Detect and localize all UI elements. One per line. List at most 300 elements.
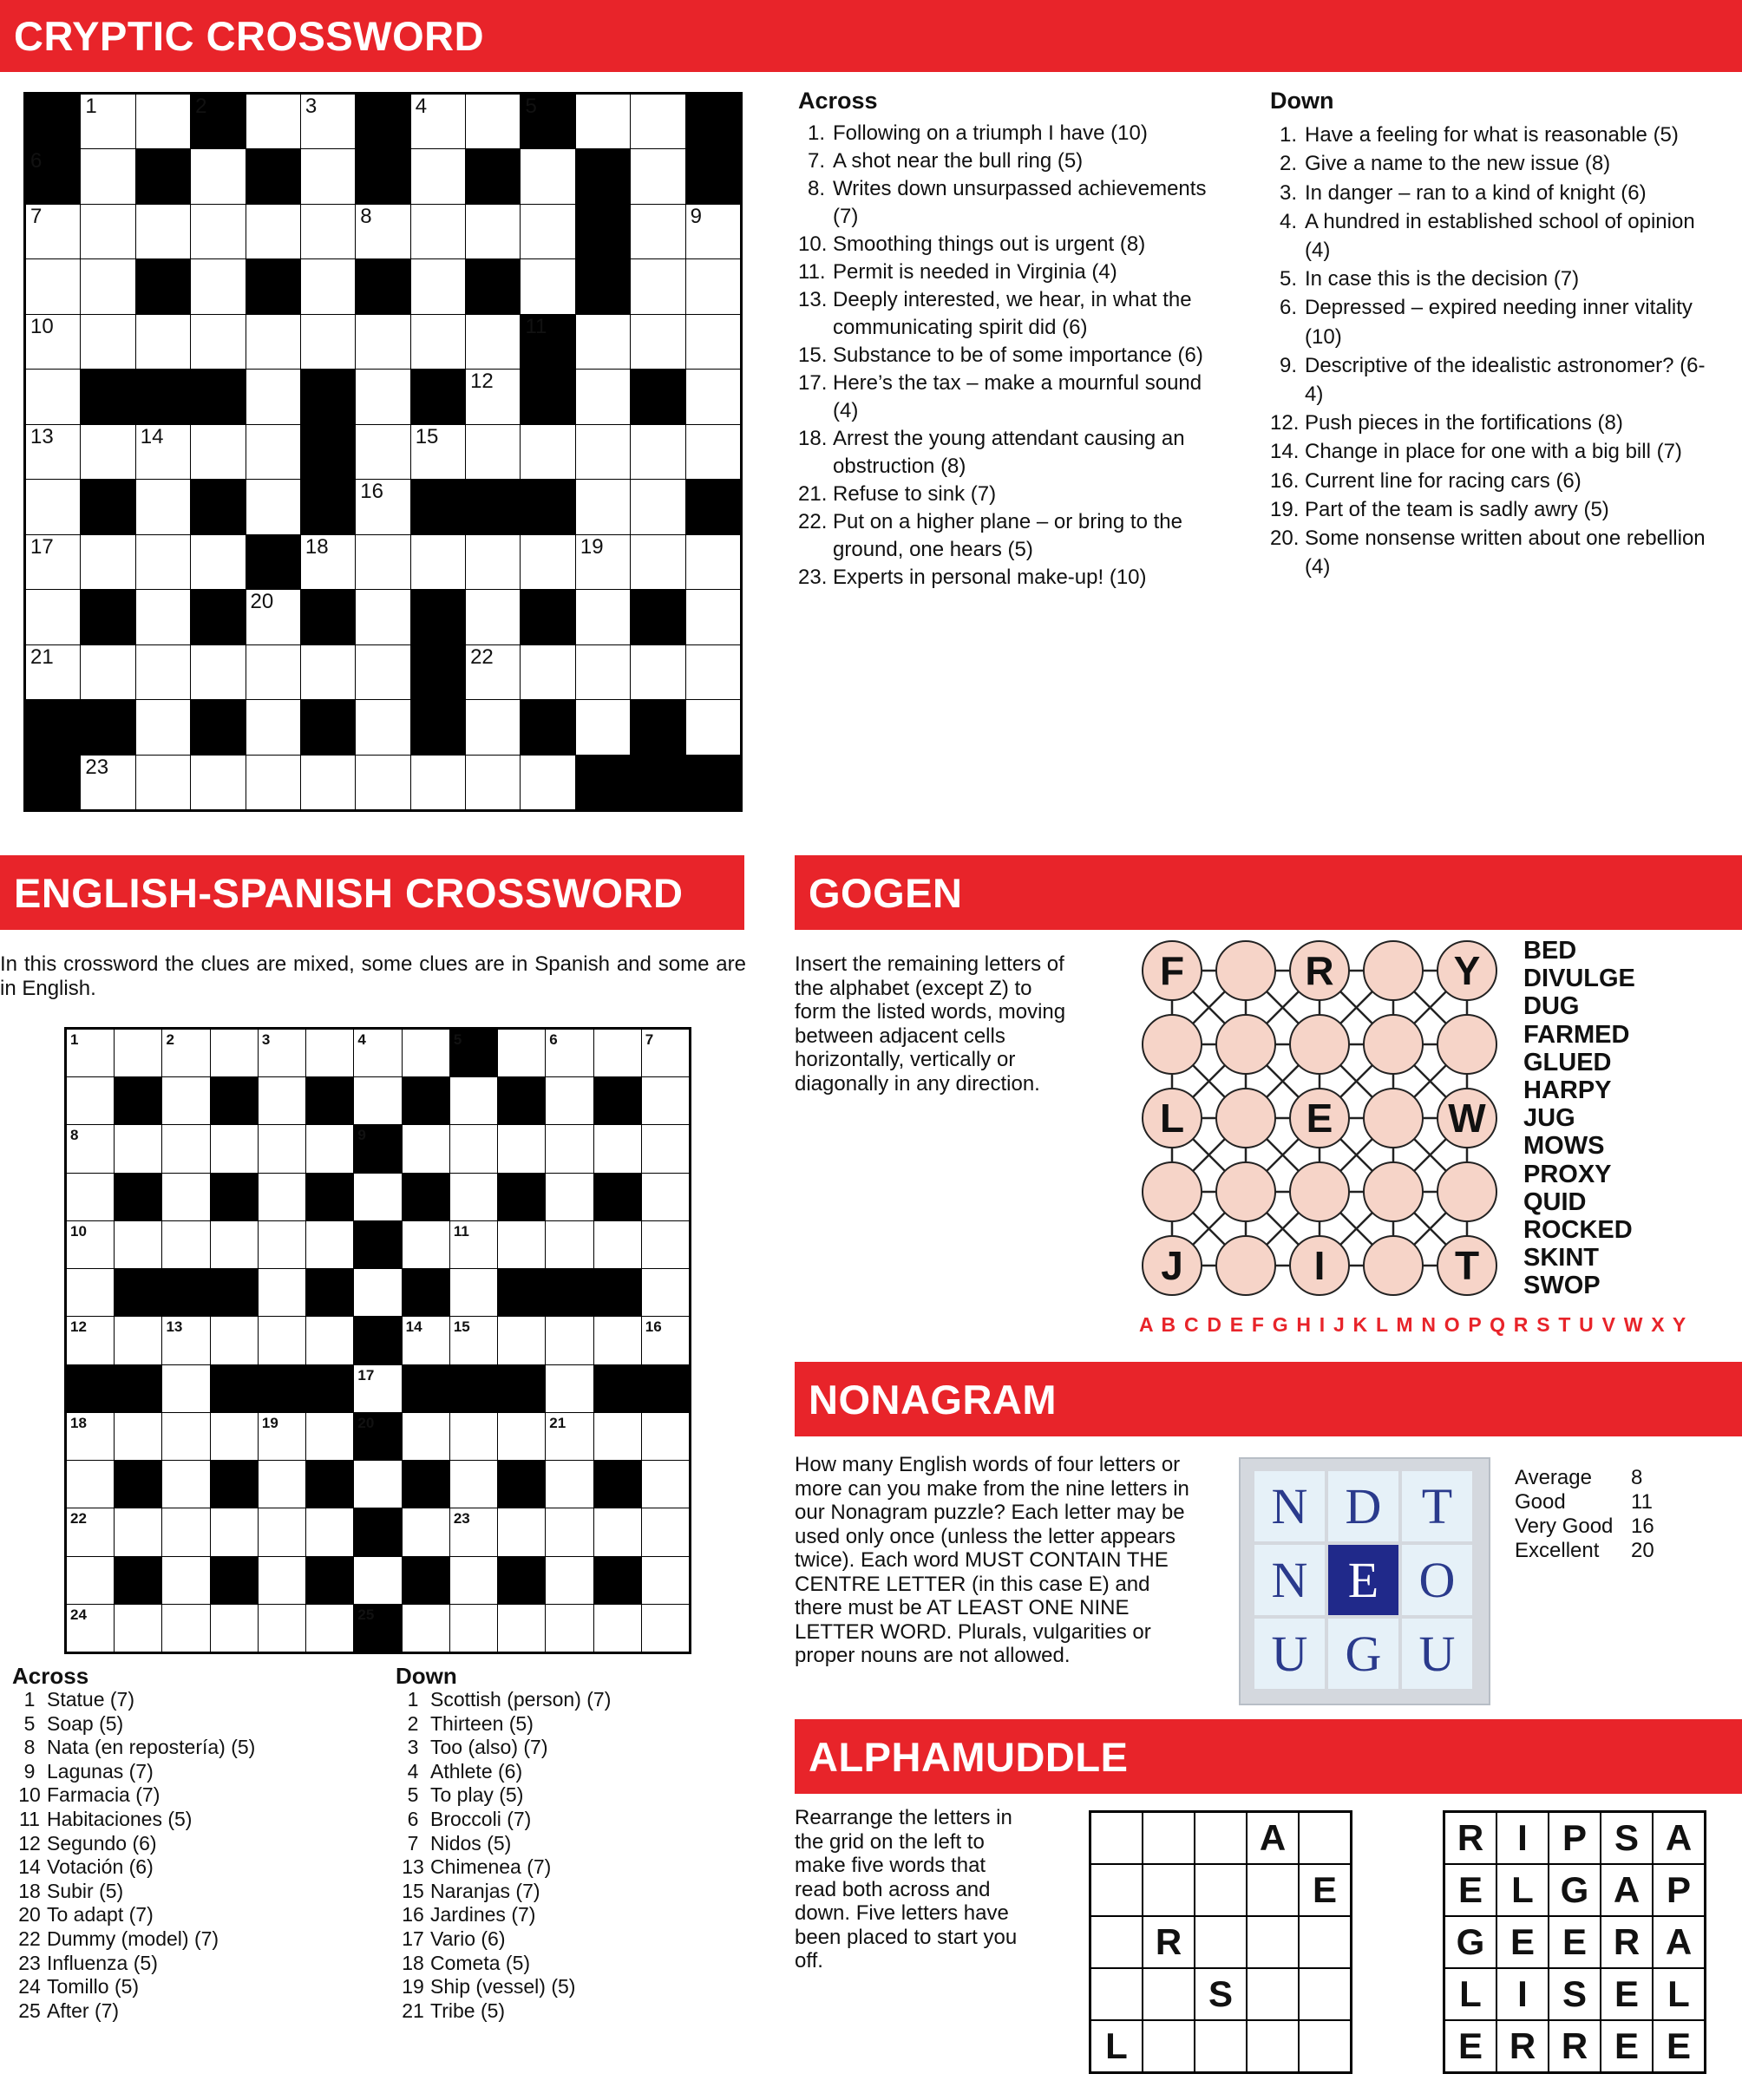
clue-text: Deeply interested, we hear, in what the communicating spirit did (6) [833,288,1192,339]
cryptic-cell[interactable] [246,95,300,148]
spanish-cell[interactable] [450,1174,497,1220]
cryptic-cell[interactable] [411,149,465,203]
alphamuddle-answer-cell[interactable] [1299,1916,1351,1968]
spanish-cell[interactable] [546,1605,593,1652]
cryptic-cell[interactable] [301,205,355,258]
spanish-cell[interactable] [354,1557,401,1604]
spanish-cell[interactable] [354,1461,401,1508]
cryptic-cell[interactable] [136,480,190,533]
spanish-cell[interactable] [498,1317,545,1364]
spanish-cell[interactable] [211,1030,258,1076]
cryptic-cell[interactable] [81,205,134,258]
spanish-cell[interactable] [115,1221,161,1268]
cryptic-cell[interactable] [81,645,134,699]
cryptic-cell[interactable] [466,756,520,809]
alphamuddle-answer-cell[interactable] [1090,1864,1143,1916]
spanish-cell[interactable] [211,1125,258,1172]
alphamuddle-answer-cell[interactable] [1247,1916,1299,1968]
spanish-cell[interactable] [450,1221,497,1268]
spanish-cell[interactable] [594,1413,641,1460]
gogen-empty-cell[interactable] [1437,1161,1497,1222]
clue-text: Broccoli (7) [430,1807,532,1830]
cryptic-cell[interactable] [356,315,409,369]
spanish-cell[interactable] [354,1365,401,1412]
spanish-cell[interactable] [642,1508,689,1555]
gogen-empty-cell[interactable] [1215,940,1276,1001]
alphamuddle-answer-cell[interactable]: R [1143,1916,1195,1968]
spanish-cell[interactable] [211,1605,258,1652]
cryptic-cell[interactable] [411,756,465,809]
cryptic-cell[interactable] [576,315,630,369]
spanish-cell[interactable] [162,1174,209,1220]
spanish-cell[interactable] [642,1221,689,1268]
cryptic-cell[interactable] [191,535,245,589]
alphamuddle-answer-cell[interactable] [1090,1916,1143,1968]
spanish-cell[interactable] [162,1605,209,1652]
gogen-empty-cell[interactable] [1215,1235,1276,1296]
spanish-cell[interactable] [546,1461,593,1508]
cryptic-cell[interactable] [246,590,300,644]
cryptic-cell[interactable] [466,315,520,369]
cryptic-cell[interactable] [301,756,355,809]
spanish-cell[interactable] [259,1413,305,1460]
spanish-cell[interactable] [450,1508,497,1555]
spanish-cell[interactable] [546,1077,593,1124]
spanish-cell[interactable] [115,1125,161,1172]
alphamuddle-answer-cell[interactable] [1247,2020,1299,2072]
alphamuddle-answer-cell[interactable]: S [1195,1968,1247,2020]
alphamuddle-answer-cell[interactable]: E [1299,1864,1351,1916]
cryptic-cell[interactable] [466,700,520,754]
spanish-cell[interactable] [162,1317,209,1364]
cryptic-cell[interactable] [686,205,740,258]
spanish-cell[interactable] [642,1557,689,1604]
spanish-cell[interactable] [67,1557,114,1604]
spanish-cell[interactable] [498,1605,545,1652]
cryptic-cell[interactable] [631,425,684,479]
spanish-cell[interactable] [642,1269,689,1316]
spanish-cell[interactable] [450,1557,497,1604]
cryptic-cell[interactable] [301,645,355,699]
spanish-cell[interactable] [67,1221,114,1268]
cryptic-cell[interactable] [576,645,630,699]
cryptic-cell[interactable] [81,535,134,589]
spanish-cell[interactable] [115,1508,161,1555]
gogen-empty-cell[interactable] [1142,1014,1202,1075]
spanish-cell[interactable] [498,1221,545,1268]
cryptic-cell[interactable] [246,205,300,258]
cryptic-cell[interactable] [576,700,630,754]
alphamuddle-answer-cell[interactable] [1195,1864,1247,1916]
cryptic-cell[interactable] [411,535,465,589]
spanish-cell[interactable] [642,1317,689,1364]
cryptic-cell[interactable] [356,645,409,699]
spanish-cell[interactable] [162,1461,209,1508]
cryptic-cell[interactable] [136,535,190,589]
alphamuddle-letter-cell: I [1496,1812,1549,1864]
spanish-cell[interactable] [642,1461,689,1508]
spanish-cell[interactable] [546,1125,593,1172]
cryptic-cell[interactable] [521,756,574,809]
cryptic-cell[interactable] [191,259,245,313]
spanish-cell[interactable] [162,1557,209,1604]
alphamuddle-answer-cell[interactable] [1195,1812,1247,1864]
spanish-cell[interactable] [546,1508,593,1555]
spanish-cell[interactable] [115,1605,161,1652]
spanish-cell[interactable] [259,1221,305,1268]
spanish-cell[interactable] [403,1221,449,1268]
spanish-cell[interactable] [642,1077,689,1124]
cryptic-cell[interactable] [81,95,134,148]
spanish-clue-number: 12 [70,1318,87,1336]
gogen-empty-cell[interactable] [1215,1161,1276,1222]
cryptic-cell[interactable] [576,535,630,589]
cryptic-cell[interactable] [631,535,684,589]
spanish-cell[interactable] [259,1269,305,1316]
alphamuddle-answer-cell[interactable] [1299,1968,1351,2020]
cryptic-cell[interactable] [356,700,409,754]
cryptic-cell[interactable] [576,480,630,533]
cryptic-cell[interactable] [81,149,134,203]
alphamuddle-answer-cell[interactable]: L [1090,2020,1143,2072]
spanish-cell[interactable] [115,1413,161,1460]
cryptic-cell[interactable] [686,259,740,313]
spanish-cell[interactable] [546,1557,593,1604]
cryptic-cell[interactable] [466,370,520,423]
gogen-word: HARPY [1523,1076,1612,1105]
spanish-cell[interactable] [642,1125,689,1172]
cryptic-cell[interactable] [191,756,245,809]
cryptic-cell[interactable] [136,700,190,754]
cryptic-cell[interactable] [26,425,80,479]
cryptic-cell[interactable] [411,425,465,479]
cryptic-cell[interactable] [631,480,684,533]
spanish-cell[interactable] [67,1317,114,1364]
clue-text: Current line for racing cars (6) [1305,468,1582,493]
spanish-cell[interactable] [162,1508,209,1555]
cryptic-cell[interactable] [191,205,245,258]
alphamuddle-answer-cell[interactable] [1195,2020,1247,2072]
alphamuddle-answer-cell[interactable] [1143,1864,1195,1916]
spanish-cell[interactable] [450,1269,497,1316]
spanish-cell[interactable] [403,1317,449,1364]
spanish-cell[interactable] [162,1125,209,1172]
spanish-cell[interactable] [354,1077,401,1124]
spanish-cell[interactable] [594,1125,641,1172]
spanish-cell[interactable] [259,1317,305,1364]
cryptic-cell[interactable] [301,95,355,148]
spanish-cell[interactable] [67,1605,114,1652]
spanish-cell[interactable] [498,1125,545,1172]
cryptic-cell[interactable] [26,315,80,369]
alphamuddle-letter-cell: R [1549,2020,1601,2072]
spanish-cell[interactable] [450,1077,497,1124]
spanish-across-clue [12,1952,377,1976]
cryptic-cell[interactable] [246,645,300,699]
gogen-empty-cell[interactable] [1363,1088,1424,1148]
cryptic-cell[interactable] [246,425,300,479]
spanish-cell[interactable] [403,1605,449,1652]
cryptic-cell[interactable] [356,425,409,479]
spanish-cell[interactable] [306,1221,353,1268]
spanish-cell[interactable] [403,1030,449,1076]
alphamuddle-letter-cell: P [1653,1864,1705,1916]
cryptic-cell[interactable] [411,205,465,258]
spanish-cell[interactable] [306,1605,353,1652]
cryptic-cell[interactable] [301,315,355,369]
cryptic-cell[interactable] [26,590,80,644]
cryptic-cell[interactable] [686,425,740,479]
gogen-empty-cell[interactable] [1289,1014,1350,1075]
spanish-black-cell [115,1557,161,1604]
cryptic-cell[interactable] [356,370,409,423]
spanish-cell[interactable] [162,1221,209,1268]
cryptic-cell[interactable] [136,95,190,148]
cryptic-cell[interactable] [521,645,574,699]
spanish-cell[interactable] [354,1174,401,1220]
cryptic-cell[interactable] [191,425,245,479]
spanish-cell[interactable] [450,1461,497,1508]
cryptic-cell[interactable] [631,149,684,203]
spanish-cell[interactable] [67,1269,114,1316]
cryptic-cell[interactable] [686,370,740,423]
cryptic-cell[interactable] [521,425,574,479]
spanish-cell[interactable] [403,1125,449,1172]
cryptic-cell[interactable] [686,645,740,699]
spanish-cell[interactable] [594,1221,641,1268]
spanish-cell[interactable] [498,1413,545,1460]
cryptic-cell[interactable] [466,425,520,479]
spanish-cell[interactable] [162,1077,209,1124]
cryptic-cell[interactable] [521,535,574,589]
cryptic-cell[interactable] [356,480,409,533]
spanish-cell[interactable] [306,1125,353,1172]
spanish-cell[interactable] [450,1413,497,1460]
spanish-cell[interactable] [115,1030,161,1076]
cryptic-cell[interactable] [356,756,409,809]
cryptic-cell[interactable] [356,205,409,258]
spanish-cell[interactable] [67,1461,114,1508]
cryptic-cell[interactable] [191,645,245,699]
cryptic-cell[interactable] [576,590,630,644]
spanish-cell[interactable] [306,1030,353,1076]
spanish-cell[interactable] [162,1030,209,1076]
spanish-cell[interactable] [306,1508,353,1555]
alphamuddle-answer-cell[interactable] [1143,2020,1195,2072]
cryptic-clue-number: 19 [580,534,604,559]
cryptic-cell[interactable] [631,315,684,369]
cryptic-cell[interactable] [136,756,190,809]
cryptic-cell[interactable] [301,259,355,313]
cryptic-cell[interactable] [246,700,300,754]
spanish-cell[interactable] [450,1125,497,1172]
cryptic-cell[interactable] [686,535,740,589]
gogen-empty-cell[interactable] [1215,1014,1276,1075]
cryptic-cell[interactable] [301,535,355,589]
cryptic-cell[interactable] [301,149,355,203]
spanish-cell[interactable] [115,1317,161,1364]
cryptic-cell[interactable] [191,149,245,203]
cryptic-cell[interactable] [26,645,80,699]
spanish-cell[interactable] [546,1317,593,1364]
spanish-cell[interactable] [354,1030,401,1076]
spanish-cell[interactable] [403,1508,449,1555]
spanish-cell[interactable] [67,1174,114,1220]
clue-number: 6 [407,1807,419,1830]
clue-text: Athlete (6) [430,1759,523,1783]
gogen-empty-cell[interactable] [1363,1014,1424,1075]
cryptic-cell[interactable] [26,370,80,423]
cryptic-cell[interactable] [466,205,520,258]
cryptic-cell[interactable] [26,535,80,589]
alphamuddle-answer-cell[interactable] [1299,1812,1351,1864]
cryptic-cell[interactable] [26,480,80,533]
gogen-empty-cell[interactable] [1289,1161,1350,1222]
spanish-cell[interactable] [594,1317,641,1364]
spanish-across-clue [12,1903,377,1927]
cryptic-cell[interactable] [411,315,465,369]
spanish-cell[interactable] [67,1413,114,1460]
gogen-empty-cell[interactable] [1363,940,1424,1001]
cryptic-cell[interactable] [521,149,574,203]
cryptic-cell[interactable] [136,315,190,369]
spanish-cell[interactable] [67,1125,114,1172]
spanish-cell[interactable] [450,1605,497,1652]
gogen-empty-cell[interactable] [1215,1088,1276,1148]
spanish-clue-number: 1 [70,1031,79,1048]
gogen-empty-cell[interactable] [1363,1161,1424,1222]
spanish-cell[interactable] [211,1413,258,1460]
spanish-cell[interactable] [67,1077,114,1124]
alphamuddle-letter-cell: P [1549,1812,1601,1864]
gogen-empty-cell[interactable] [1363,1235,1424,1296]
spanish-cell[interactable] [162,1413,209,1460]
cryptic-black-cell [136,149,190,203]
cryptic-cell[interactable] [81,259,134,313]
alphamuddle-answer-cell[interactable] [1247,1864,1299,1916]
cryptic-cell[interactable] [136,205,190,258]
cryptic-cell[interactable] [81,315,134,369]
cryptic-cell[interactable] [356,590,409,644]
cryptic-cell[interactable] [466,645,520,699]
clue-text: Subir (5) [47,1879,124,1902]
spanish-cell[interactable] [306,1413,353,1460]
spanish-cell[interactable] [642,1413,689,1460]
gogen-empty-cell[interactable] [1437,1014,1497,1075]
spanish-cell[interactable] [259,1077,305,1124]
cryptic-cell[interactable] [631,645,684,699]
cryptic-cell[interactable] [631,259,684,313]
spanish-cell[interactable] [546,1221,593,1268]
cryptic-cell[interactable] [136,645,190,699]
spanish-cell[interactable] [259,1125,305,1172]
cryptic-cell[interactable] [521,205,574,258]
alphamuddle-answer-cell[interactable] [1195,1916,1247,1968]
spanish-cell[interactable] [354,1269,401,1316]
spanish-cell[interactable] [211,1221,258,1268]
cryptic-cell[interactable] [576,95,630,148]
alphamuddle-answer-cell[interactable] [1143,1968,1195,2020]
cryptic-cell[interactable] [631,95,684,148]
gogen-empty-cell[interactable] [1142,1161,1202,1222]
spanish-cell[interactable] [67,1508,114,1555]
spanish-cell[interactable] [211,1508,258,1555]
spanish-cell[interactable] [642,1174,689,1220]
spanish-cell[interactable] [546,1413,593,1460]
clue-number: 8. [807,177,825,200]
cryptic-cell[interactable] [246,370,300,423]
cryptic-cell[interactable] [356,535,409,589]
alphamuddle-answer-cell[interactable] [1247,1968,1299,2020]
cryptic-cell[interactable] [81,756,134,809]
alphamuddle-answer-cell[interactable] [1143,1812,1195,1864]
cryptic-cell[interactable] [136,425,190,479]
spanish-cell[interactable] [403,1413,449,1460]
cryptic-cell[interactable] [686,315,740,369]
cryptic-cell[interactable] [576,370,630,423]
alphamuddle-answer-cell[interactable] [1299,2020,1351,2072]
spanish-cell[interactable] [642,1605,689,1652]
spanish-cell[interactable] [259,1557,305,1604]
cryptic-cell[interactable] [576,425,630,479]
spanish-cell[interactable] [259,1461,305,1508]
alphamuddle-answer-cell[interactable]: A [1247,1812,1299,1864]
spanish-cell[interactable] [259,1605,305,1652]
spanish-cell[interactable] [594,1508,641,1555]
spanish-cell[interactable] [546,1174,593,1220]
spanish-cell[interactable] [450,1317,497,1364]
cryptic-cell[interactable] [26,205,80,258]
cryptic-cell[interactable] [521,259,574,313]
cryptic-cell[interactable] [81,425,134,479]
cryptic-clue-number: 2 [195,95,207,118]
cryptic-cell[interactable] [466,535,520,589]
cryptic-black-cell [521,480,574,533]
cryptic-cell[interactable] [26,259,80,313]
cryptic-cell[interactable] [191,315,245,369]
alphamuddle-answer-cell[interactable] [1090,1968,1143,2020]
cryptic-cell[interactable] [631,205,684,258]
spanish-cell[interactable] [259,1174,305,1220]
cryptic-cell[interactable] [246,756,300,809]
spanish-cell[interactable] [211,1317,258,1364]
spanish-cell[interactable] [67,1030,114,1076]
cryptic-cell[interactable] [466,95,520,148]
spanish-cell[interactable] [594,1030,641,1076]
spanish-cell[interactable] [162,1365,209,1412]
spanish-cell[interactable] [546,1365,593,1412]
spanish-cell[interactable] [259,1508,305,1555]
cryptic-cell[interactable] [136,590,190,644]
cryptic-cell[interactable] [686,590,740,644]
cryptic-cell[interactable] [466,590,520,644]
spanish-cell[interactable] [546,1030,593,1076]
spanish-cell[interactable] [594,1605,641,1652]
spanish-cell[interactable] [498,1508,545,1555]
cryptic-cell[interactable] [246,480,300,533]
spanish-cell[interactable] [642,1030,689,1076]
cryptic-clue-number: 6 [30,149,43,173]
cryptic-clue-number: 1 [85,95,97,118]
spanish-cell[interactable] [259,1030,305,1076]
cryptic-cell[interactable] [411,259,465,313]
spanish-cell[interactable] [498,1030,545,1076]
cryptic-cell[interactable] [686,700,740,754]
alphamuddle-answer-cell[interactable] [1090,1812,1143,1864]
cryptic-cell[interactable] [246,315,300,369]
spanish-cell[interactable] [306,1317,353,1364]
cryptic-cell[interactable] [411,95,465,148]
